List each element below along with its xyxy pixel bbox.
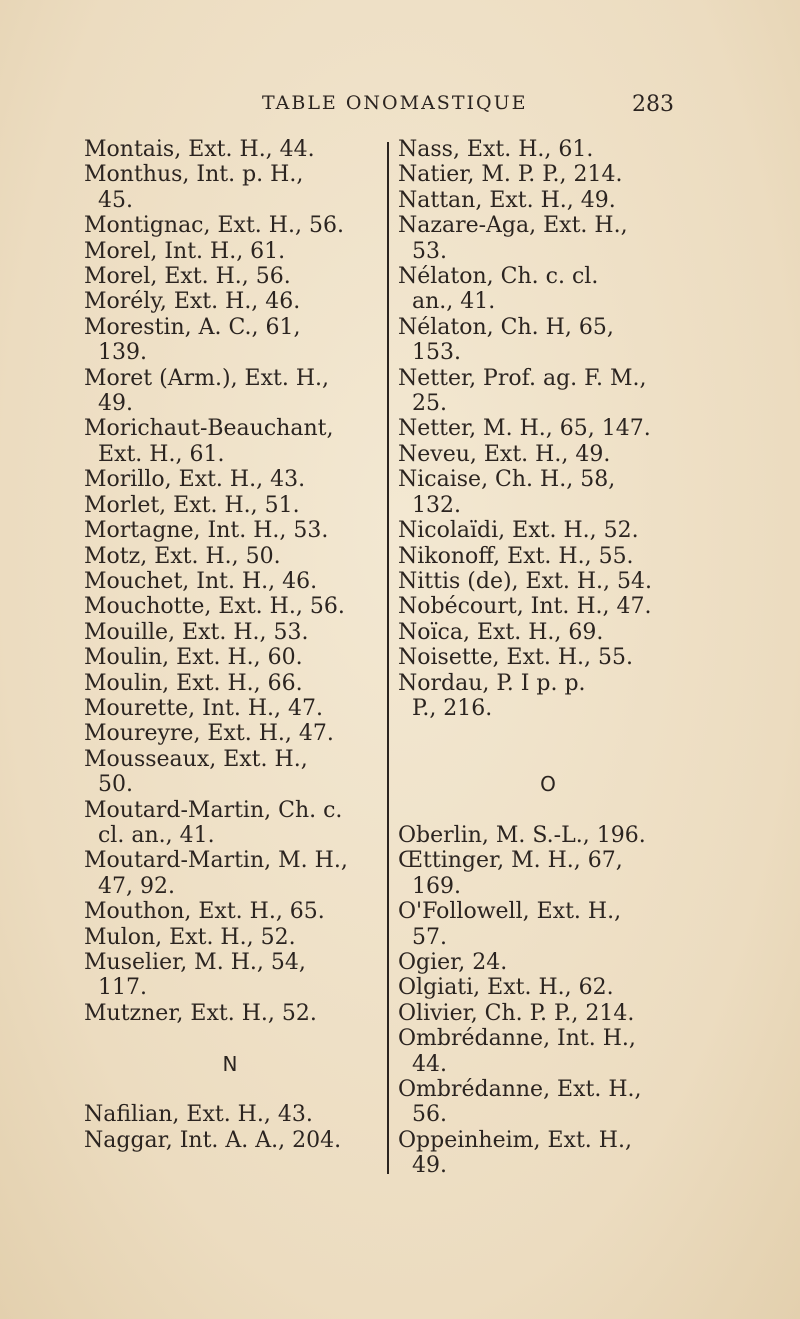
index-entry: Nordau, P. I p. p. <box>398 670 586 696</box>
index-entry: Nattan, Ext. H., 49. <box>398 187 616 213</box>
section-letter-n: N <box>222 1051 238 1076</box>
index-entry: 25. <box>398 391 447 417</box>
index-entry: Monthus, Int. p. H., <box>84 162 304 188</box>
index-entry: an., 41. <box>398 289 496 315</box>
index-entry: Nafilian, Ext. H., 43. <box>84 1102 313 1128</box>
index-entry: Olgiati, Ext. H., 62. <box>398 975 614 1001</box>
index-entry: 139. <box>84 340 147 366</box>
index-entry: Morel, Ext. H., 56. <box>84 264 291 290</box>
index-entry: Montais, Ext. H., 44. <box>84 137 315 162</box>
index-entry: Nass, Ext. H., 61. <box>398 137 594 162</box>
index-entry: Muselier, M. H., 54, <box>84 950 306 975</box>
index-entry: cl. an., 41. <box>84 822 215 848</box>
index-entry: 169. <box>398 873 461 899</box>
index-entry: 47, 92. <box>84 873 175 899</box>
index-entry: Mouchotte, Ext. H., 56. <box>84 594 345 620</box>
index-entry: Motz, Ext. H., 50. <box>84 543 281 569</box>
index-entry: Moutard-Martin, Ch. c. <box>84 797 343 823</box>
index-entry: Olivier, Ch. P. P., 214. <box>398 1000 635 1026</box>
index-entry: 56. <box>398 1102 447 1128</box>
index-entry: Netter, M. H., 65, 147. <box>398 416 651 442</box>
index-entry: Ombrédanne, Ext. H., <box>398 1076 642 1102</box>
spacer <box>84 1026 376 1051</box>
index-entry: Morillo, Ext. H., 43. <box>84 467 306 493</box>
index-entry: Ext. H., 61. <box>84 441 225 467</box>
index-entry: Natier, M. P. P., 214. <box>398 162 623 188</box>
index-entry: 49. <box>398 1153 447 1179</box>
index-entry: Morichaut-Beauchant, <box>84 416 334 442</box>
index-entry: Naggar, Int. A. A., 204. <box>84 1127 342 1153</box>
left-column <box>84 137 376 1153</box>
index-entry: Moulin, Ext. H., 60. <box>84 645 303 671</box>
spacer <box>398 798 698 823</box>
running-title: TABLE ONOMASTIQUE <box>262 92 528 114</box>
index-entry: Ogier, 24. <box>398 949 508 975</box>
index-entry: Nicolaïdi, Ext. H., 52. <box>398 518 639 544</box>
spacer <box>84 1077 376 1102</box>
index-entry: Moulin, Ext. H., 66. <box>84 670 303 696</box>
index-entry: Mouthon, Ext. H., 65. <box>84 899 325 925</box>
index-entry: Nazare-Aga, Ext. H., <box>398 213 628 239</box>
index-entry: Mutzner, Ext. H., 52. <box>84 1000 317 1026</box>
index-entry: Morlet, Ext. H., 51. <box>84 492 300 518</box>
index-entry: 153. <box>398 340 461 366</box>
index-entry: Nélaton, Ch. c. cl. <box>398 264 599 290</box>
index-entry: Netter, Prof. ag. F. M., <box>398 365 647 391</box>
index-entry: 57. <box>398 924 447 950</box>
index-entry: P., 216. <box>398 695 493 721</box>
index-entry: 45. <box>84 187 133 213</box>
index-entry: Ombrédanne, Int. H., <box>398 1026 636 1052</box>
index-entry: Morestin, A. C., 61, <box>84 314 301 340</box>
index-entry: Morély, Ext. H., 46. <box>84 289 301 315</box>
index-entry: Mouille, Ext. H., 53. <box>84 619 309 645</box>
index-entry: Moutard-Martin, M. H., <box>84 848 348 874</box>
index-entry: Neveu, Ext. H., 49. <box>398 441 611 467</box>
index-entry: Moret (Arm.), Ext. H., <box>84 365 330 391</box>
section-letter-o: O <box>540 772 556 797</box>
index-entry: Mulon, Ext. H., 52. <box>84 924 296 950</box>
index-entry: Oberlin, M. S.-L., 196. <box>398 822 646 848</box>
index-entry: 132. <box>398 492 461 518</box>
running-head <box>0 92 800 122</box>
index-entry: Nélaton, Ch. H, 65, <box>398 314 614 340</box>
index-entry: Nittis (de), Ext. H., 54. <box>398 568 652 594</box>
index-entry: Nikonoff, Ext. H., 55. <box>398 543 634 569</box>
index-entry: Œttinger, M. H., 67, <box>398 848 623 874</box>
index-entry: O'Followell, Ext. H., <box>398 899 622 925</box>
spacer <box>398 747 698 772</box>
right-column <box>398 137 698 1179</box>
right-n-entries <box>398 137 698 721</box>
index-entry: Nicaise, Ch. H., 58, <box>398 467 616 493</box>
index-entry: Mouchet, Int. H., 46. <box>84 568 318 594</box>
index-entry: Mourette, Int. H., 47. <box>84 695 324 721</box>
index-entry: Nobécourt, Int. H., 47. <box>398 594 652 620</box>
index-entry: 117. <box>84 975 147 1001</box>
index-entry: Moureyre, Ext. H., 47. <box>84 721 334 747</box>
index-entry: Montignac, Ext. H., 56. <box>84 213 344 239</box>
left-m-entries <box>84 137 376 1026</box>
index-entry: Morel, Int. H., 61. <box>84 238 286 264</box>
index-entry: Oppeinheim, Ext. H., <box>398 1127 632 1153</box>
index-entry: 50. <box>84 772 133 798</box>
right-o-entries <box>398 823 698 1179</box>
page-number: 283 <box>632 92 674 117</box>
index-entry: 44. <box>398 1051 447 1077</box>
left-n-entries <box>84 1102 376 1153</box>
index-entry: 49. <box>84 391 133 417</box>
spacer <box>398 721 698 746</box>
index-entry: 53. <box>398 238 447 264</box>
index-entry: Mortagne, Int. H., 53. <box>84 518 329 544</box>
index-entry: Mousseaux, Ext. H., <box>84 746 308 772</box>
column-divider <box>387 142 389 1174</box>
index-entry: Noisette, Ext. H., 55. <box>398 645 633 671</box>
index-entry: Noïca, Ext. H., 69. <box>398 619 604 645</box>
